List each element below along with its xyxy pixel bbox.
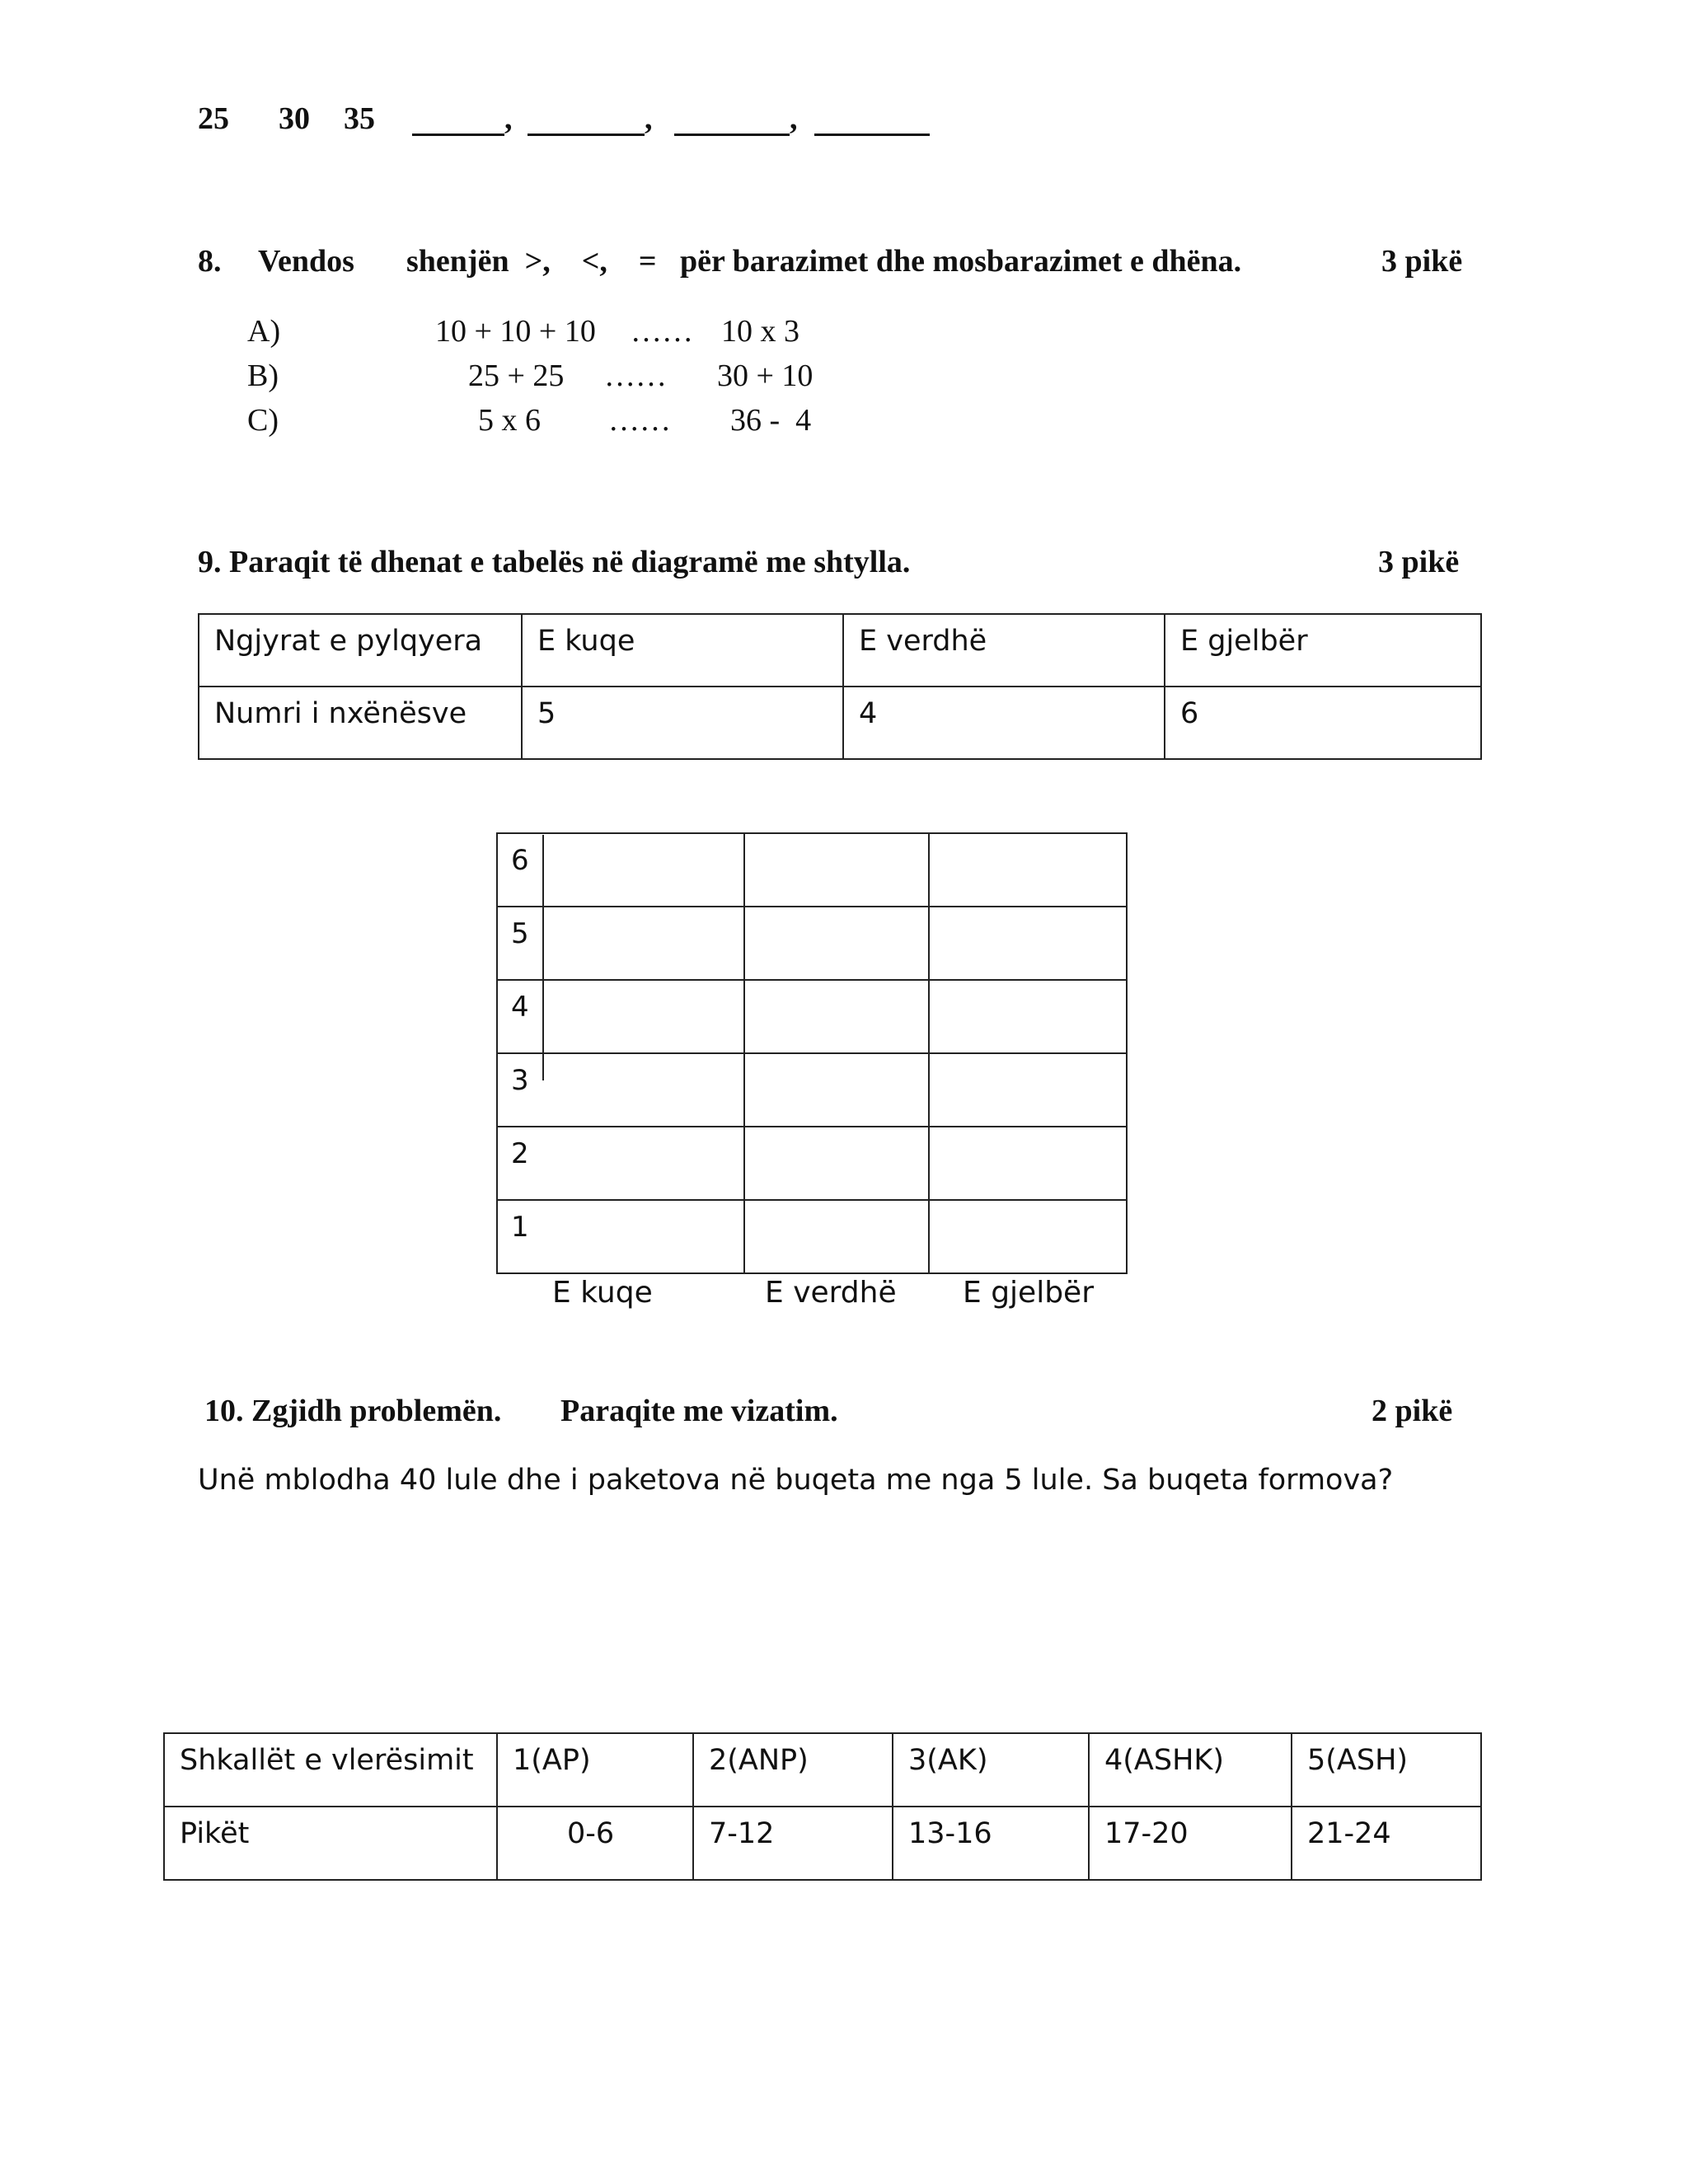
grid-cell[interactable] [744, 1053, 929, 1127]
comparison-blank[interactable]: …… [604, 359, 667, 393]
table-cell: Pikët [164, 1807, 497, 1880]
question-number: 8. [198, 244, 222, 279]
question-points: 2 pikë [1372, 1394, 1453, 1428]
question-heading-instruction: Paraqite me vizatim. [560, 1394, 838, 1428]
table-cell: 4 [843, 687, 1165, 759]
grid-cell[interactable] [744, 980, 929, 1053]
table-cell: E gjelbër [1165, 614, 1481, 687]
row-label: A) [247, 314, 281, 349]
comparison-blank[interactable]: …… [608, 403, 671, 438]
sequence-number: 25 [198, 101, 229, 136]
table-cell: 1(AP) [497, 1733, 693, 1807]
sequence-number: 30 [279, 101, 310, 136]
table-cell: 0-6 [497, 1807, 693, 1880]
comma-separator: , [645, 101, 653, 136]
answer-blank[interactable] [674, 134, 790, 136]
y-tick-label: 3 [497, 1053, 744, 1127]
grid-cell[interactable] [929, 907, 1127, 980]
table-cell: 5 [522, 687, 843, 759]
grid-cell[interactable] [929, 980, 1127, 1053]
table-row [164, 1733, 1481, 1807]
comma-separator: , [790, 101, 798, 136]
grading-scale-table [163, 1732, 1482, 1881]
grid-row [497, 1053, 1127, 1127]
grid-cell[interactable] [929, 833, 1127, 907]
x-category-label: E gjelbër [963, 1276, 1094, 1310]
table-cell: Shkallët e vlerësimit [164, 1733, 497, 1807]
y-tick-label: 6 [497, 833, 744, 907]
left-expression: 25 + 25 [468, 359, 565, 393]
grid-cell[interactable] [744, 907, 929, 980]
table-cell: 4(ASHK) [1089, 1733, 1292, 1807]
table-cell: 6 [1165, 687, 1481, 759]
left-expression: 10 + 10 + 10 [435, 314, 596, 349]
answer-blank[interactable] [814, 134, 930, 136]
table-cell: E verdhë [843, 614, 1165, 687]
table-cell: 5(ASH) [1292, 1733, 1481, 1807]
pencil-mark [542, 835, 544, 1080]
question-heading-verb: Vendos [258, 244, 354, 279]
table-cell: Numri i nxënësve [199, 687, 522, 759]
bar-chart-grid [496, 832, 1128, 1274]
data-table [198, 613, 1482, 760]
grid-cell[interactable] [744, 833, 929, 907]
grid-row [497, 980, 1127, 1053]
y-tick-label: 2 [497, 1127, 744, 1200]
grid-row [497, 907, 1127, 980]
x-category-label: E kuqe [552, 1276, 653, 1310]
x-category-label: E verdhë [765, 1276, 897, 1310]
question-points: 3 pikë [1381, 244, 1463, 279]
grid-row [497, 1127, 1127, 1200]
answer-blank[interactable] [528, 134, 645, 136]
grid-row [497, 833, 1127, 907]
row-label: B) [247, 359, 279, 393]
y-tick-label: 1 [497, 1200, 744, 1273]
table-row [164, 1807, 1481, 1880]
question-heading: 9. Paraqit të dhenat e tabelës në diagramë me shtylla. [198, 545, 911, 579]
right-expression: 10 x 3 [721, 314, 799, 349]
question-heading: shenjën >, <, = për barazimet dhe mosbarazimet e dhëna. [406, 244, 1242, 279]
table-row [199, 614, 1481, 687]
right-expression: 36 - 4 [730, 403, 812, 438]
y-tick-label: 5 [497, 907, 744, 980]
sequence-number: 35 [344, 101, 375, 136]
table-cell: 13-16 [893, 1807, 1089, 1880]
answer-blank[interactable] [412, 134, 504, 136]
table-cell: 3(AK) [893, 1733, 1089, 1807]
right-expression: 30 + 10 [717, 359, 814, 393]
question-points: 3 pikë [1378, 545, 1460, 579]
comparison-blank[interactable]: …… [631, 314, 693, 349]
table-cell: 17-20 [1089, 1807, 1292, 1880]
grid-cell[interactable] [929, 1053, 1127, 1127]
table-row [199, 687, 1481, 759]
y-tick-label: 4 [497, 980, 744, 1053]
grid-row [497, 1200, 1127, 1273]
grid-cell[interactable] [929, 1127, 1127, 1200]
table-cell: 21-24 [1292, 1807, 1481, 1880]
grid-cell[interactable] [744, 1127, 929, 1200]
table-cell: 2(ANP) [693, 1733, 893, 1807]
grid-cell[interactable] [744, 1200, 929, 1273]
table-cell: 7-12 [693, 1807, 893, 1880]
question-heading: 10. Zgjidh problemën. [204, 1394, 502, 1428]
grid-cell[interactable] [929, 1200, 1127, 1273]
table-cell: Ngjyrat e pylqyera [199, 614, 522, 687]
row-label: C) [247, 403, 279, 438]
problem-text: Unë mblodha 40 lule dhe i paketova në buqeta me nga 5 lule. Sa buqeta formova? [198, 1464, 1394, 1497]
table-cell: E kuqe [522, 614, 843, 687]
comma-separator: , [504, 101, 513, 136]
left-expression: 5 x 6 [478, 403, 541, 438]
